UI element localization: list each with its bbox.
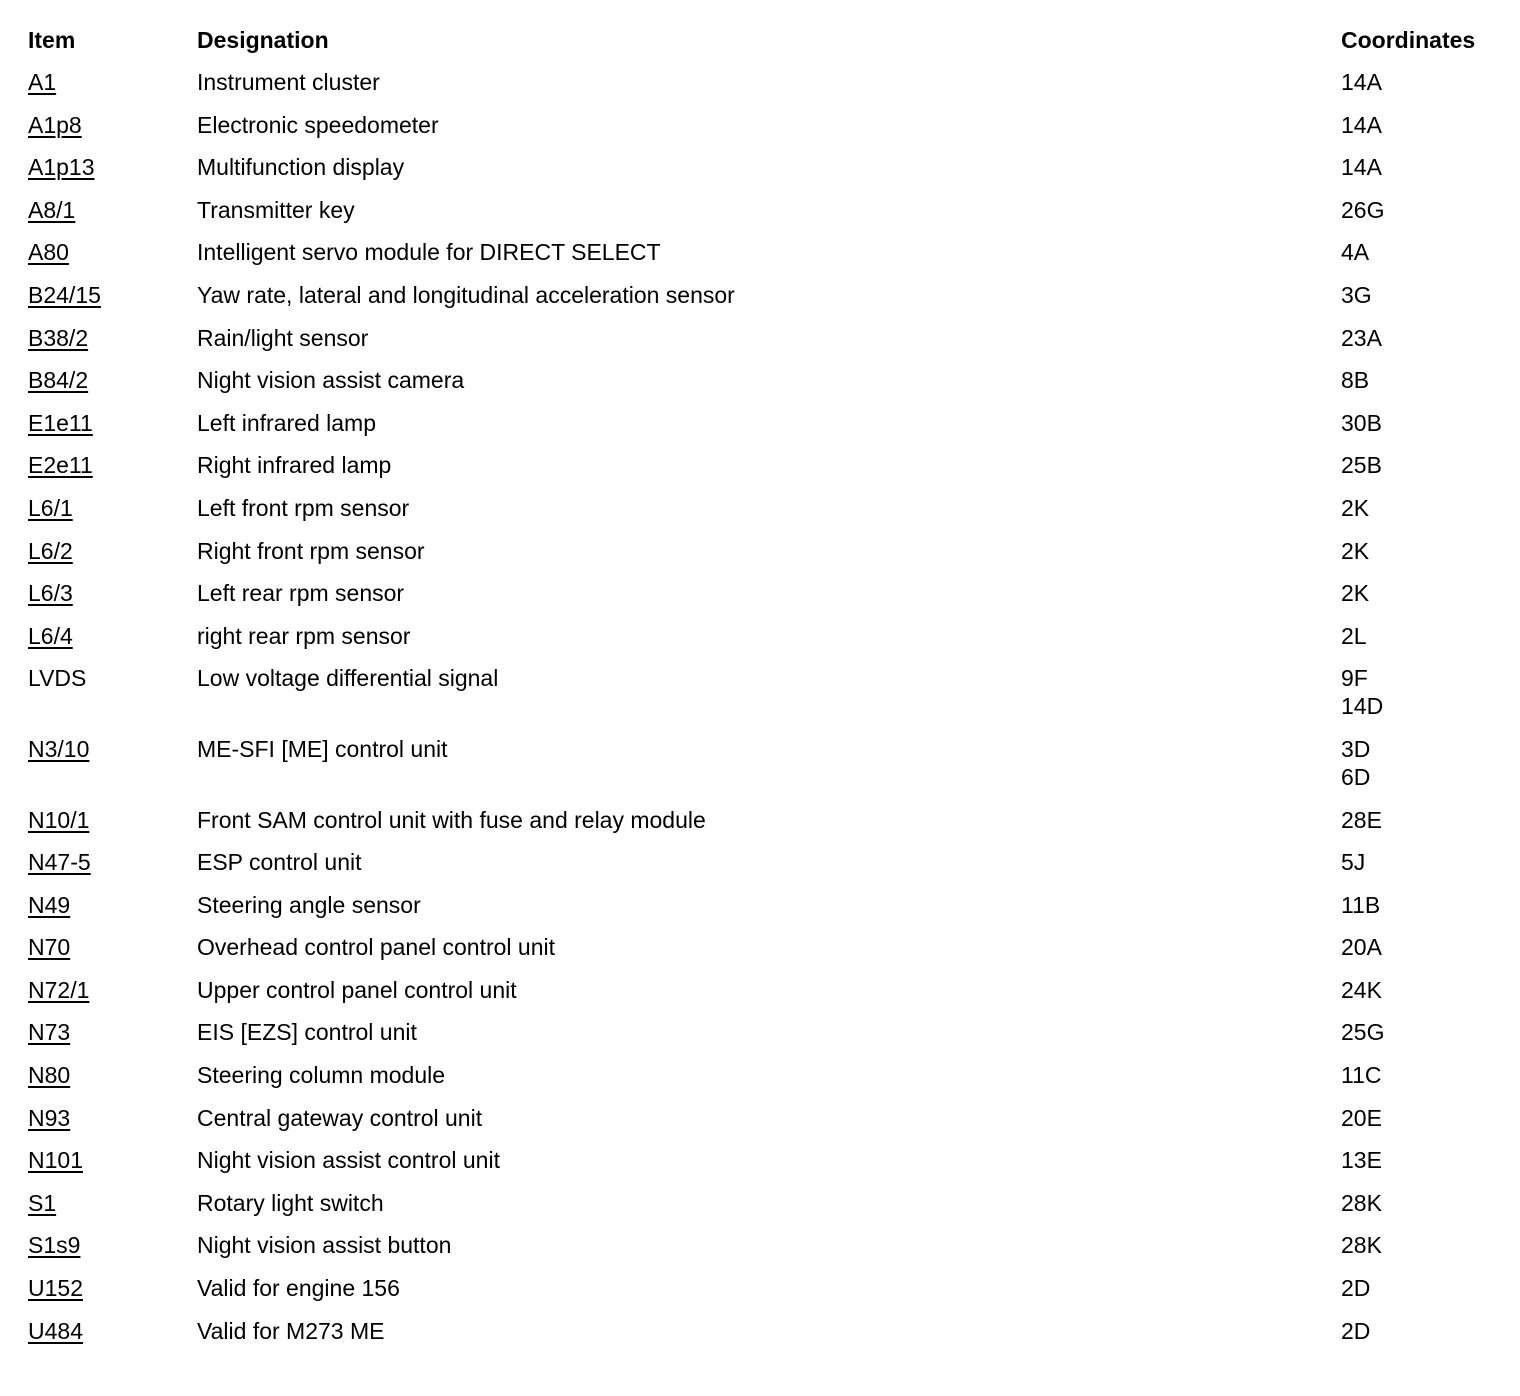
coordinates-cell: [1341, 735, 1498, 791]
coordinates-cell: [1341, 537, 1498, 565]
designation-cell: Rotary light switch: [197, 1189, 384, 1216]
item-link[interactable]: N49: [28, 891, 71, 918]
coordinates-cell: [1341, 1274, 1498, 1302]
designation-cell: ESP control unit: [197, 849, 362, 876]
item-cell: [28, 735, 197, 763]
coordinate-value: 25G: [1341, 1019, 1385, 1046]
item-link[interactable]: A1: [28, 69, 57, 95]
designation-cell: ME-SFI [ME] control unit: [197, 735, 448, 762]
table-row: [28, 196, 1498, 239]
item-cell: [28, 1104, 197, 1132]
coordinate-value: 23A: [1341, 324, 1382, 351]
coordinate-value: 14A: [1341, 69, 1382, 95]
item-link[interactable]: N3/10: [28, 735, 90, 762]
table-row: [28, 537, 1498, 580]
item-link[interactable]: N72/1: [28, 976, 90, 1003]
coordinate-value: 2D: [1341, 1275, 1371, 1302]
coordinate-value: 14A: [1341, 154, 1382, 181]
coordinates-cell: [1341, 806, 1498, 834]
coordinate-value: 8B: [1341, 367, 1370, 394]
item-link[interactable]: A8/1: [28, 196, 76, 223]
item-link[interactable]: N101: [28, 1147, 83, 1174]
item-link[interactable]: L6/1: [28, 494, 73, 521]
coordinates-cell: [1341, 891, 1498, 919]
coordinates-cell: [1341, 494, 1498, 522]
designation-cell: Instrument cluster: [197, 69, 380, 95]
coordinate-value: 30B: [1341, 409, 1382, 436]
item-link[interactable]: B84/2: [28, 367, 89, 394]
item-cell: [28, 494, 197, 522]
coordinates-cell: [1341, 1189, 1498, 1217]
coordinate-value: 2K: [1341, 580, 1370, 607]
table-row: [28, 409, 1498, 452]
coordinates-cell: [1341, 68, 1498, 96]
coordinates-cell: [1341, 622, 1498, 650]
coordinate-value: 24K: [1341, 976, 1382, 1003]
table-row: [28, 281, 1498, 324]
designation-cell: Electronic speedometer: [197, 111, 439, 138]
table-row: [28, 1146, 1498, 1189]
item-cell: [28, 68, 197, 96]
coordinate-value: 13E: [1341, 1147, 1382, 1174]
table-row: [28, 153, 1498, 196]
table-row: [28, 1274, 1498, 1317]
table-row: [28, 451, 1498, 494]
item-cell: [28, 1317, 197, 1345]
table-row: [28, 848, 1498, 891]
designation-cell: Steering column module: [197, 1062, 446, 1089]
coordinate-value: 3G: [1341, 281, 1372, 308]
coordinate-value: 20A: [1341, 934, 1382, 961]
header-row: [28, 26, 1498, 68]
table-row: [28, 1104, 1498, 1147]
table-row: [28, 579, 1498, 622]
item-cell: [28, 891, 197, 919]
item-cell: [28, 1061, 197, 1089]
designation-cell: Left front rpm sensor: [197, 494, 410, 521]
coordinate-value: 5J: [1341, 849, 1366, 876]
item-cell: [28, 1146, 197, 1174]
coordinate-value: 25B: [1341, 452, 1382, 479]
item-cell: [28, 1274, 197, 1302]
table-row: [28, 933, 1498, 976]
coordinate-value: 9F: [1341, 665, 1368, 692]
item-cell: [28, 196, 197, 224]
item-link[interactable]: A1p13: [28, 154, 95, 181]
designation-cell: Multifunction display: [197, 154, 405, 181]
item-cell: [28, 366, 197, 394]
item-link[interactable]: U152: [28, 1275, 83, 1302]
coordinates-cell: [1341, 976, 1498, 1004]
designation-cell: Night vision assist button: [197, 1232, 452, 1259]
coordinate-value: 28K: [1341, 1232, 1382, 1259]
designation-cell: Valid for M273 ME: [197, 1317, 385, 1344]
item-cell: [28, 622, 197, 650]
designation-cell: Valid for engine 156: [197, 1275, 400, 1302]
item-link[interactable]: B38/2: [28, 324, 89, 351]
coordinate-value: 26G: [1341, 196, 1385, 223]
item-cell: [28, 153, 197, 181]
designation-cell: Upper control panel control unit: [197, 976, 517, 1003]
coordinates-cell: [1341, 1317, 1498, 1345]
coordinate-value: 20E: [1341, 1104, 1382, 1131]
table-row: [28, 238, 1498, 281]
table-row: [28, 891, 1498, 934]
coordinate-value: 14A: [1341, 111, 1382, 138]
coordinates-cell: [1341, 324, 1498, 352]
item-cell: [28, 537, 197, 565]
component-legend-table: [28, 26, 1498, 1359]
table-row: [28, 68, 1498, 111]
item-cell: [28, 848, 197, 876]
item-cell: [28, 664, 197, 692]
coordinates-cell: [1341, 238, 1498, 266]
designation-cell: Intelligent servo module for DIRECT SELECT: [197, 239, 661, 266]
coordinates-cell: [1341, 281, 1498, 309]
table-row: [28, 324, 1498, 367]
table-row: [28, 976, 1498, 1019]
item-link[interactable]: N10/1: [28, 806, 90, 833]
item-link[interactable]: L6/4: [28, 622, 73, 649]
coordinates-cell: [1341, 1231, 1498, 1259]
coordinate-value: 2K: [1341, 537, 1370, 564]
item-column-header: Item: [28, 27, 76, 53]
coordinates-cell: [1341, 1104, 1498, 1132]
item-link[interactable]: S1s9: [28, 1232, 81, 1259]
item-cell: [28, 324, 197, 352]
coordinate-value: 3D: [1341, 735, 1371, 762]
item-link[interactable]: A80: [28, 239, 69, 266]
designation-cell: Night vision assist control unit: [197, 1147, 500, 1174]
table-row: [28, 1018, 1498, 1061]
coordinate-value: 28E: [1341, 806, 1382, 833]
item-cell: [28, 281, 197, 309]
coordinate-value: 2K: [1341, 494, 1370, 521]
item-cell: [28, 976, 197, 1004]
item-link[interactable]: N73: [28, 1019, 71, 1046]
coordinate-value: 14D: [1341, 693, 1384, 720]
designation-cell: Rain/light sensor: [197, 324, 369, 351]
item-link[interactable]: N93: [28, 1104, 71, 1131]
item-cell: [28, 238, 197, 266]
table-row: [28, 806, 1498, 849]
item-link[interactable]: U484: [28, 1317, 83, 1344]
designation-column-header: Designation: [197, 27, 329, 53]
table-row: [28, 1061, 1498, 1104]
item-cell: [28, 451, 197, 479]
designation-cell: Central gateway control unit: [197, 1104, 483, 1131]
item-link[interactable]: N80: [28, 1062, 71, 1089]
coordinates-cell: [1341, 848, 1498, 876]
coordinates-cell: [1341, 409, 1498, 437]
item-link[interactable]: L6/3: [28, 580, 73, 607]
coordinate-value: 2L: [1341, 622, 1367, 649]
item-cell: [28, 1018, 197, 1046]
item-link[interactable]: L6/2: [28, 537, 73, 564]
coordinates-cell: [1341, 579, 1498, 607]
designation-cell: Transmitter key: [197, 196, 355, 223]
table-row: [28, 1189, 1498, 1232]
item-link[interactable]: E2e11: [28, 452, 93, 479]
coordinates-cell: [1341, 1018, 1498, 1046]
coordinates-column-header: Coordinates: [1341, 27, 1476, 53]
item-cell: [28, 1189, 197, 1217]
table-row: [28, 1317, 1498, 1360]
item-cell: [28, 409, 197, 437]
designation-cell: Right front rpm sensor: [197, 537, 425, 564]
designation-cell: Yaw rate, lateral and longitudinal acceleration sensor: [197, 281, 735, 308]
item-cell: [28, 1231, 197, 1259]
table-row: [28, 111, 1498, 154]
table-row: [28, 494, 1498, 537]
coordinates-cell: [1341, 111, 1498, 139]
table-row: [28, 664, 1498, 735]
coordinates-cell: [1341, 153, 1498, 181]
coordinates-cell: [1341, 366, 1498, 394]
designation-cell: Steering angle sensor: [197, 891, 421, 918]
coordinates-cell: [1341, 451, 1498, 479]
item-link[interactable]: N47-5: [28, 849, 91, 876]
designation-cell: Left infrared lamp: [197, 409, 376, 436]
table-row: [28, 622, 1498, 665]
coordinates-cell: [1341, 1146, 1498, 1174]
item-cell: [28, 111, 197, 139]
coordinate-value: 11C: [1341, 1062, 1382, 1089]
coordinate-value: 4A: [1341, 239, 1370, 266]
item-cell: [28, 933, 197, 961]
coordinate-value: 2D: [1341, 1317, 1371, 1344]
coordinates-cell: [1341, 196, 1498, 224]
item-link[interactable]: N70: [28, 934, 71, 961]
coordinate-value: 28K: [1341, 1189, 1382, 1216]
coordinates-cell: [1341, 1061, 1498, 1089]
item-cell: [28, 806, 197, 834]
table-row: [28, 1231, 1498, 1274]
item-cell: [28, 579, 197, 607]
designation-cell: right rear rpm sensor: [197, 622, 411, 649]
designation-cell: EIS [EZS] control unit: [197, 1019, 417, 1046]
designation-cell: Night vision assist camera: [197, 367, 465, 394]
designation-cell: Low voltage differential signal: [197, 665, 499, 692]
coordinates-cell: [1341, 664, 1498, 720]
table-row: [28, 366, 1498, 409]
designation-cell: Overhead control panel control unit: [197, 934, 555, 961]
item-link[interactable]: S1: [28, 1189, 57, 1216]
coordinate-value: 11B: [1341, 891, 1381, 918]
table-row: [28, 735, 1498, 806]
designation-cell: Front SAM control unit with fuse and relay module: [197, 806, 706, 833]
table-body: [28, 68, 1498, 1359]
coordinates-cell: [1341, 933, 1498, 961]
item-link[interactable]: A1p8: [28, 111, 82, 138]
item-link[interactable]: E1e11: [28, 409, 93, 436]
coordinate-value: 6D: [1341, 763, 1371, 790]
item-label: LVDS: [28, 665, 87, 692]
item-link[interactable]: B24/15: [28, 281, 101, 308]
designation-cell: Left rear rpm sensor: [197, 580, 405, 607]
designation-cell: Right infrared lamp: [197, 452, 392, 479]
